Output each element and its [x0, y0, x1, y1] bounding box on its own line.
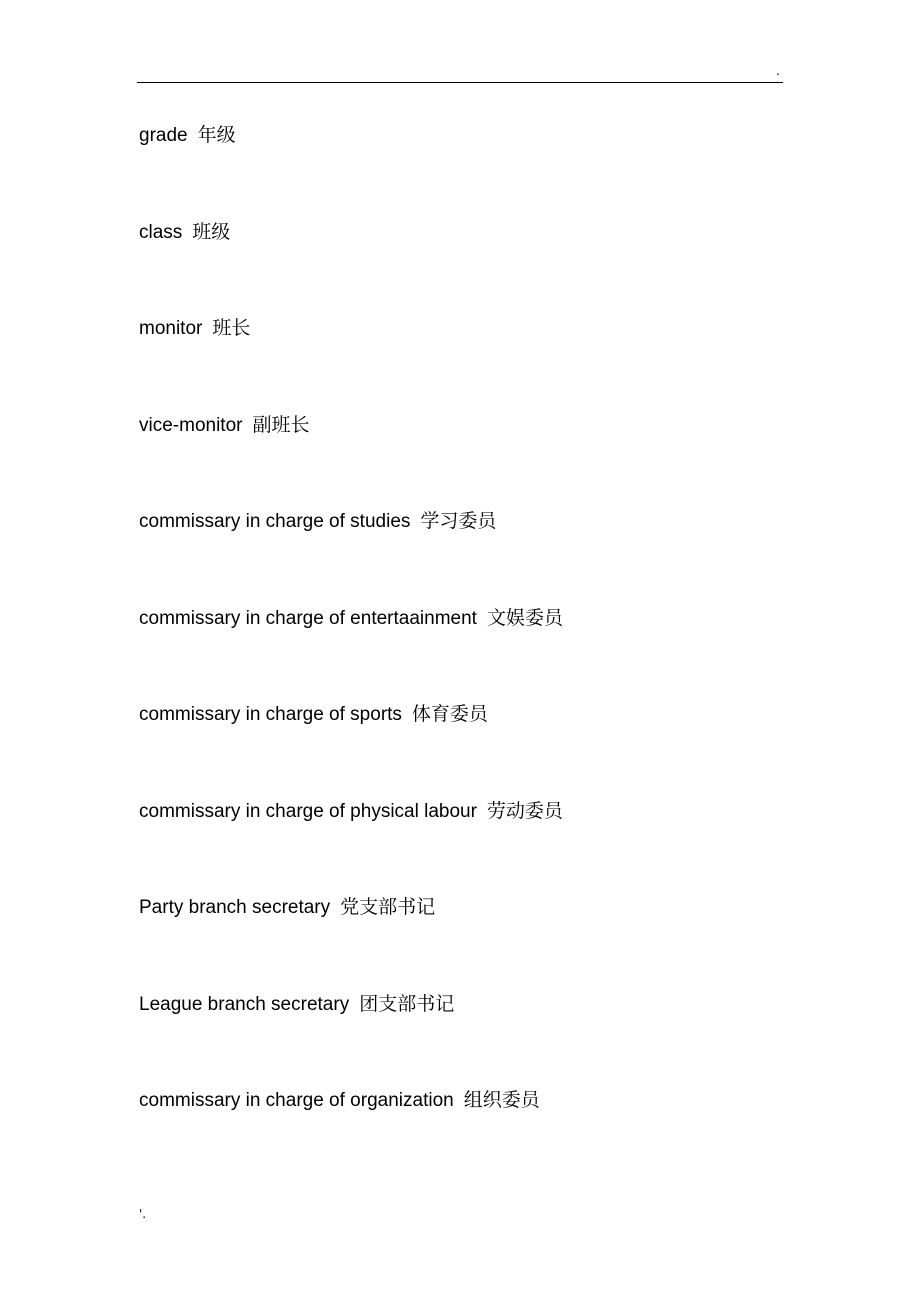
term-list — [139, 120, 563, 1182]
footer-mark: '. — [139, 1207, 147, 1221]
term-chinese: 团支部书记 — [359, 992, 455, 1015]
term-english: grade — [139, 125, 188, 146]
list-item — [139, 989, 563, 1086]
term-chinese: 年级 — [197, 124, 236, 146]
term-chinese: 学习委员 — [420, 510, 497, 532]
term-english: monitor — [139, 318, 203, 339]
term-english: commissary in charge of sports — [139, 704, 402, 725]
term-chinese: 体育委员 — [411, 703, 488, 725]
term-chinese: 党支部书记 — [340, 896, 436, 918]
list-item — [139, 796, 563, 893]
list-item — [139, 1085, 563, 1182]
list-item — [139, 410, 563, 507]
term-english: commissary in charge of organization — [139, 1090, 454, 1111]
list-item — [139, 603, 563, 700]
term-chinese: 文娱委员 — [486, 606, 563, 629]
term-english: commissary in charge of entertaainment — [139, 607, 477, 629]
header-mark: . — [776, 64, 780, 78]
term-chinese: 组织委员 — [463, 1089, 540, 1111]
header-rule — [137, 82, 783, 83]
term-english: Party branch secretary — [139, 897, 331, 918]
list-item — [139, 313, 563, 410]
term-chinese: 劳动委员 — [486, 799, 563, 822]
list-item — [139, 506, 563, 603]
list-item — [139, 120, 563, 217]
term-chinese: 班长 — [212, 317, 251, 339]
term-english: vice-monitor — [139, 414, 243, 436]
term-english: commissary in charge of studies — [139, 511, 411, 532]
term-chinese: 班级 — [192, 220, 231, 243]
term-chinese: 副班长 — [252, 413, 310, 436]
term-english: class — [139, 221, 183, 243]
list-item — [139, 699, 563, 796]
term-english: League branch secretary — [139, 993, 350, 1015]
list-item — [139, 892, 563, 989]
term-english: commissary in charge of physical labour — [139, 800, 477, 822]
list-item — [139, 217, 563, 314]
